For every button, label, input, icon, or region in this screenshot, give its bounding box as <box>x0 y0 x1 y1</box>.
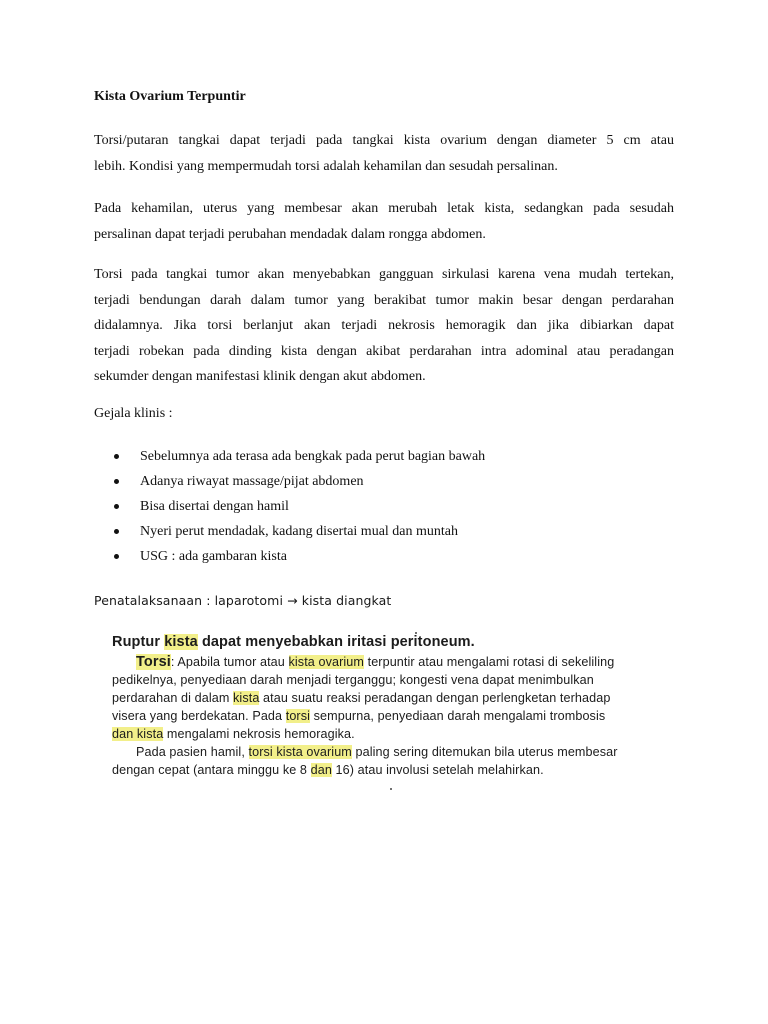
paragraph-line: terjadi bendungan darah dalam tumor yang berakibat tumor makin besar dengan perdarahan <box>94 292 674 308</box>
paragraph-line: didalamnya. Jika torsi berlanjut akan terjadi nekrosis hemoragik dan jika dibiarkan dapat <box>94 318 674 333</box>
list-item-text: USG : ada gambaran kista <box>140 549 287 564</box>
list-item-text: Nyeri perut mendadak, kadang disertai mual dan muntah <box>140 524 459 539</box>
excerpt-line <box>136 744 618 760</box>
excerpt-text: paling sering ditemukan bila uterus membesar <box>351 745 618 759</box>
excerpt-line <box>112 708 605 724</box>
list-item-text: Bisa disertai dengan hamil <box>140 499 289 514</box>
excerpt-highlight: kista <box>164 634 198 650</box>
excerpt-highlight: dan <box>310 763 332 777</box>
scan-speck <box>415 632 417 634</box>
paragraph-pregnancy <box>94 196 674 247</box>
excerpt-text: dapat menyebabkan iritasi peritoneum. <box>197 634 475 650</box>
list-item-text: Sebelumnya ada terasa ada bengkak pada perut bagian bawah <box>140 449 486 464</box>
list-item-text: Adanya riwayat massage/pijat abdomen <box>140 474 364 489</box>
paragraph-line: Torsi/putaran tangkai dapat terjadi pada tangkai kista ovarium dengan diameter 5 cm atau <box>94 133 674 148</box>
excerpt-highlight: Torsi <box>136 654 171 670</box>
management-line: Penatalaksanaan : laparotomi → kista diangkat <box>94 593 392 608</box>
excerpt-text: terpuntir atau mengalami rotasi di sekeliling <box>364 655 615 669</box>
scanned-excerpt-image <box>112 628 672 798</box>
list-item <box>114 498 485 523</box>
excerpt-highlight: kista ovarium <box>288 655 364 669</box>
bullet-icon <box>114 554 119 559</box>
excerpt-text: sempurna, penyediaan darah mengalami trombosis <box>310 709 606 723</box>
paragraph-line: Pada kehamilan, uterus yang membesar akan merubah letak kista, sedangkan pada sesudah <box>94 201 674 216</box>
paragraph-line: persalinan dapat terjadi perubahan mendadak dalam rongga abdomen. <box>94 226 486 242</box>
excerpt-highlight: torsi <box>285 709 311 723</box>
excerpt-line <box>112 690 610 706</box>
bullet-icon <box>114 479 119 484</box>
bullet-icon <box>114 504 119 509</box>
symptoms-label: Gejala klinis : <box>94 406 173 421</box>
symptoms-list <box>114 448 485 573</box>
excerpt-text: mengalami nekrosis hemoragika. <box>163 727 355 741</box>
excerpt-line <box>112 726 355 742</box>
list-item <box>114 523 485 548</box>
excerpt-text: : Apabila tumor atau <box>170 655 289 669</box>
excerpt-line: pedikelnya, penyediaan darah menjadi terganggu; kongesti vena dapat menimbulkan <box>112 673 594 687</box>
excerpt-text: atau suatu reaksi peradangan dengan perlengketan terhadap <box>259 691 611 705</box>
document-title: Kista Ovarium Terpuntir <box>94 89 246 104</box>
excerpt-text: dengan cepat (antara minggu ke 8 <box>112 763 311 777</box>
list-item <box>114 473 485 498</box>
excerpt-highlight: kista <box>233 691 260 705</box>
excerpt-highlight: torsi kista ovarium <box>248 745 352 759</box>
paragraph-line: sekumder dengan manifestasi klinik dengan akut abdomen. <box>94 369 426 384</box>
excerpt-line <box>112 634 475 650</box>
excerpt-text: perdarahan di dalam <box>112 691 234 705</box>
scan-speck <box>390 788 392 790</box>
excerpt-line <box>136 654 614 670</box>
paragraph-line: Torsi pada tangkai tumor akan menyebabkan gangguan sirkulasi karena vena mudah tertekan, <box>94 267 674 282</box>
bullet-icon <box>114 454 119 459</box>
paragraph-line: terjadi robekan pada dinding kista dengan akibat perdarahan intra adominal atau peradangan <box>94 343 674 359</box>
paragraph-pathophysiology <box>94 262 674 390</box>
paragraph-line: lebih. Kondisi yang mempermudah torsi adalah kehamilan dan sesudah persalinan. <box>94 158 558 174</box>
excerpt-text: 16) atau involusi setelah melahirkan. <box>331 763 544 777</box>
list-item <box>114 548 485 573</box>
excerpt-text: visera yang berdekatan. Pada <box>112 709 286 723</box>
excerpt-text: Pada pasien hamil, <box>136 745 249 759</box>
excerpt-highlight: dan kista <box>112 727 164 741</box>
bullet-icon <box>114 529 119 534</box>
excerpt-line <box>112 762 544 778</box>
excerpt-text: Ruptur <box>112 634 165 650</box>
paragraph-torsion-definition <box>94 128 674 179</box>
list-item <box>114 448 485 473</box>
